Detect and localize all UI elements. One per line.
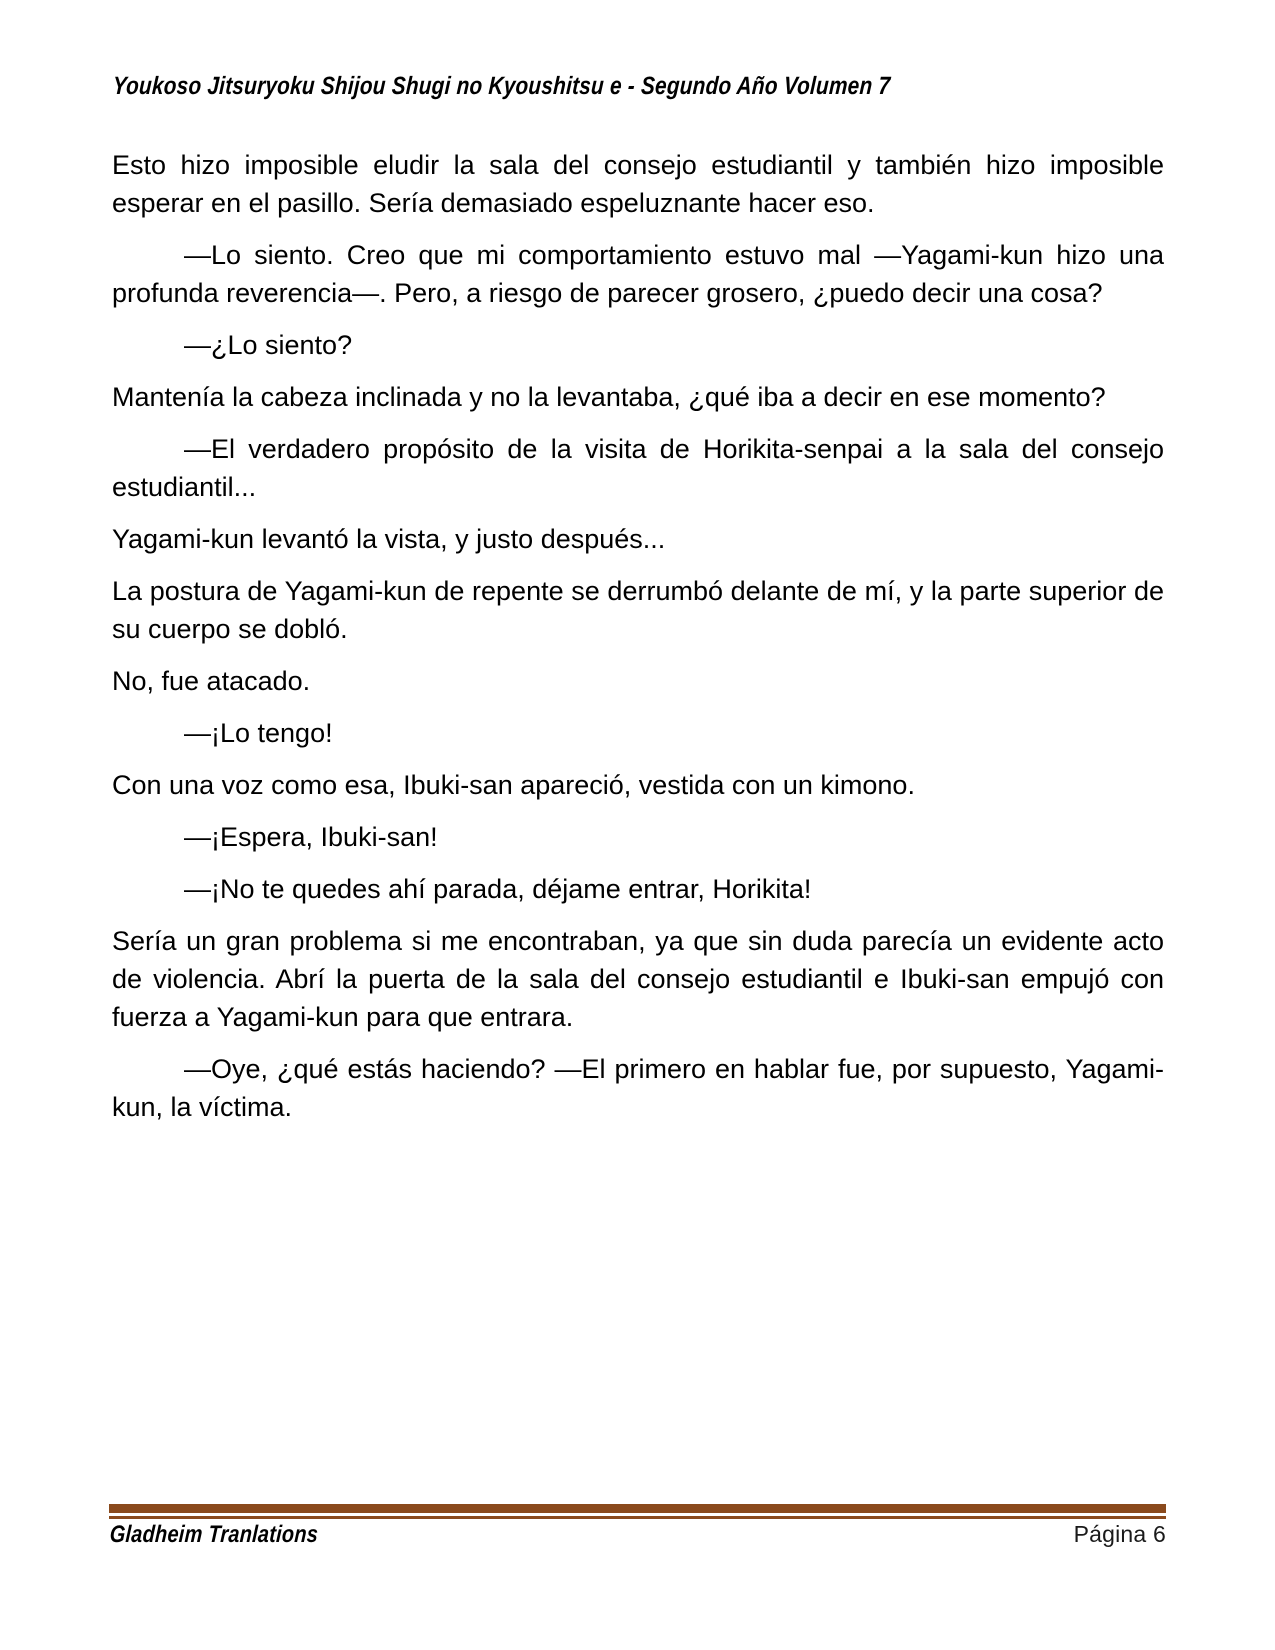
paragraph: Sería un gran problema si me encontraban, ya que sin duda parecía un evidente acto de violencia. Abrí la puerta de la sala del consejo estudiantil e Ibuki-san empujó con fuerza a Yagami-kun para que entrara. [112, 926, 1164, 1032]
paragraph: —Oye, ¿qué estás haciendo? —El primero en hablar fue, por supuesto, Yagami-kun, la víctima. [112, 1054, 1164, 1122]
paragraph: —Lo siento. Creo que mi comportamiento estuvo mal —Yagami-kun hizo una profunda reverencia—. Pero, a riesgo de parecer grosero, ¿puedo decir una cosa? [112, 240, 1164, 308]
paragraph: —¡Lo tengo! [184, 718, 333, 748]
header [112, 72, 1049, 101]
paragraph: Yagami-kun levantó la vista, y justo después... [112, 524, 666, 554]
footer-rule [109, 1504, 1166, 1519]
paragraph: Mantenía la cabeza inclinada y no la levantaba, ¿qué iba a decir en ese momento? [112, 382, 1106, 412]
paragraph: —El verdadero propósito de la visita de Horikita-senpai a la sala del consejo estudiantil... [112, 434, 1164, 502]
footer-page-number: Página 6 [1073, 1521, 1166, 1547]
paragraph: Con una voz como esa, Ibuki-san apareció, vestida con un kimono. [112, 770, 915, 800]
paragraph: —¿Lo siento? [184, 330, 353, 360]
header-title: Youkoso Jitsuryoku Shijou Shugi no Kyoushitsu e - Segundo Año Volumen 7 [112, 72, 892, 100]
paragraph: La postura de Yagami-kun de repente se derrumbó delante de mí, y la parte superior de su cuerpo se dobló. [112, 576, 1164, 644]
paragraph: —¡No te quedes ahí parada, déjame entrar, Horikita! [184, 874, 812, 904]
paragraph: Esto hizo imposible eludir la sala del consejo estudiantil y también hizo imposible esperar en el pasillo. Sería demasiado espeluznante hacer eso. [112, 150, 1164, 218]
footer-translator: Gladheim Tranlations [109, 1521, 319, 1548]
body-paragraphs [112, 146, 1164, 1140]
paragraph: No, fue atacado. [112, 666, 311, 696]
footer [109, 1521, 1166, 1549]
paragraph: —¡Espera, Ibuki-san! [184, 822, 438, 852]
